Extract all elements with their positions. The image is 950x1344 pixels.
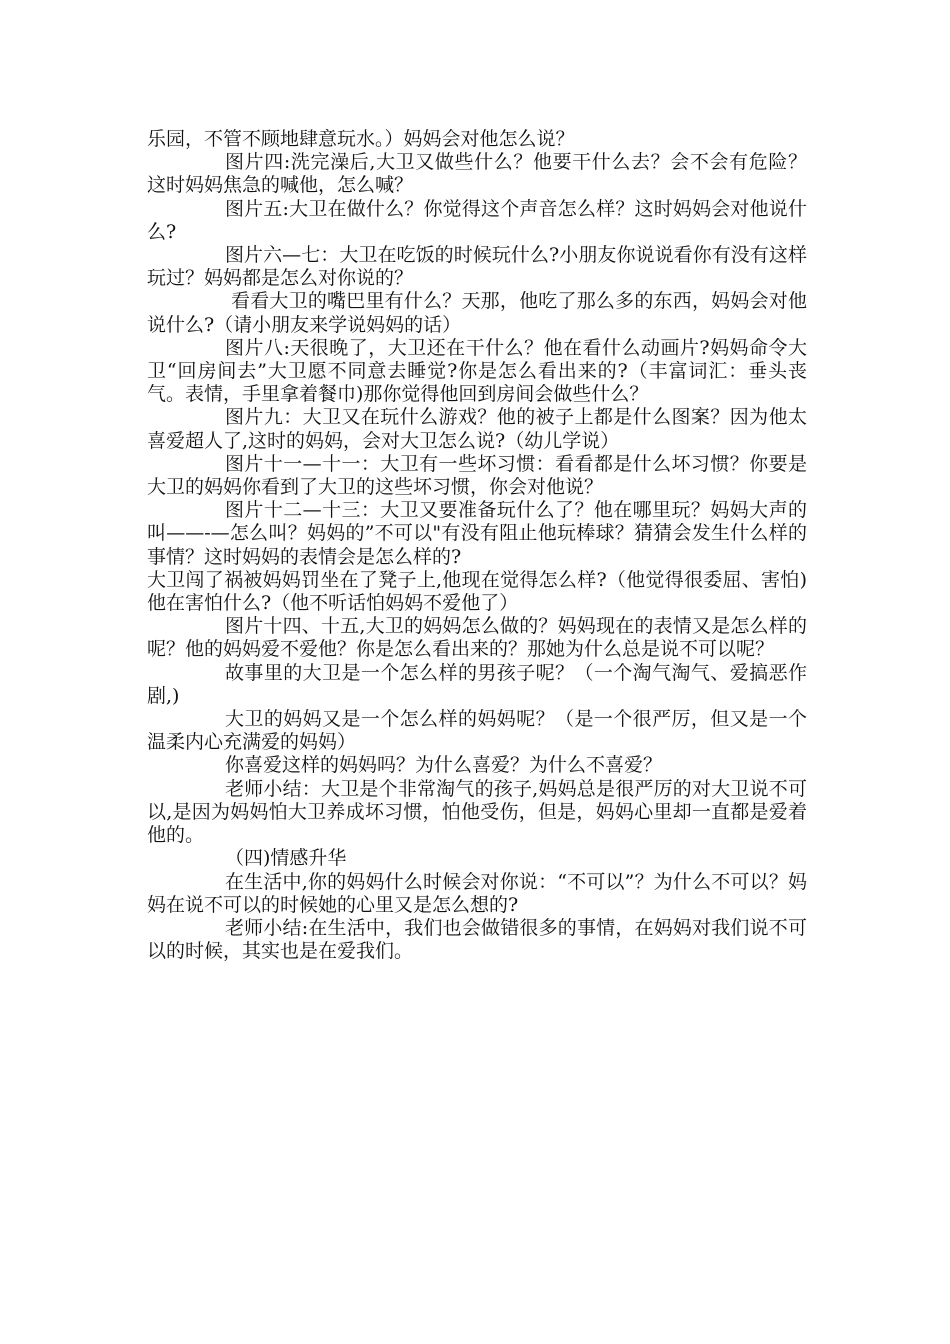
paragraph-picture-9: 图片九：大卫又在玩什么游戏？他的被子上都是什么图案？因为他太喜爱超人了,这时的妈妈，会对大卫怎么说?（幼儿学说） bbox=[147, 406, 807, 452]
paragraph-punishment: 大卫闯了祸被妈妈罚坐在了凳子上,他现在觉得怎么样?（他觉得很委屈、害怕)他在害怕什么?（他不听话怕妈妈不爱他了） bbox=[147, 568, 807, 615]
paragraph-in-life: 在生活中,你的妈妈什么时候会对你说：“不可以”？为什么不可以？妈妈在说不可以的时候她的心里又是怎么想的? bbox=[147, 870, 807, 916]
paragraph-intro-continuation: 乐园，不管不顾地肆意玩水。）妈妈会对他怎么说？ bbox=[147, 128, 575, 150]
paragraph-teacher-summary-2: 老师小结:在生活中，我们也会做错很多的事情，在妈妈对我们说不可以的时候，其实也是在爱我们。 bbox=[147, 916, 807, 963]
paragraph-do-you-like: 你喜爱这样的妈妈吗？为什么喜爱？为什么不喜爱？ bbox=[225, 754, 663, 777]
paragraph-picture-14-15: 图片十四、十五,大卫的妈妈怎么做的？妈妈现在的表情又是怎么样的呢？他的妈妈爱不爱他？你是怎么看出来的？那她为什么总是说不可以呢？ bbox=[147, 615, 807, 661]
paragraph-mother-character: 大卫的妈妈又是一个怎么样的妈妈呢？（是一个很严厉，但又是一个温柔内心充满爱的妈妈） bbox=[147, 708, 807, 754]
paragraph-picture-8: 图片八:天很晚了，大卫还在干什么？他在看什么动画片?妈妈命令大卫“回房间去”大卫愿不同意去睡觉?你是怎么看出来的?（丰富词汇：垂头丧气。表情，手里拿着餐巾)那你觉得他回到房间会做些什么？ bbox=[147, 336, 807, 406]
document-body bbox=[147, 128, 807, 963]
paragraph-teacher-summary-1: 老师小结：大卫是个非常淘气的孩子,妈妈总是很严厉的对大卫说不可以,是因为妈妈怕大卫养成坏习惯，怕他受伤，但是，妈妈心里却一直都是爱着他的。 bbox=[147, 777, 807, 847]
paragraph-picture-6-7: 图片六—七：大卫在吃饭的时候玩什么?小朋友你说说看你有没有这样玩过？妈妈都是怎么对你说的？ bbox=[147, 244, 807, 290]
paragraph-david-character: 故事里的大卫是一个怎么样的男孩子呢？（一个淘气淘气、爱搞恶作剧,) bbox=[147, 661, 807, 707]
section-heading-emotion: （四)情感升华 bbox=[225, 847, 347, 870]
paragraph-picture-5: 图片五:大卫在做什么？你觉得这个声音怎么样？这时妈妈会对他说什么? bbox=[147, 197, 807, 243]
paragraph-picture-12-13: 图片十二—十三：大卫又要准备玩什么了？他在哪里玩？妈妈大声的叫——-—怎么叫？妈妈的”不可以"有没有阻止他玩棒球？猜猜会发生什么样的事情？这时妈妈的表情会是怎么样的? bbox=[147, 499, 807, 568]
paragraph-mouth-question: 看看大卫的嘴巴里有什么？天那，他吃了那么多的东西，妈妈会对他说什么?（请小朋友来学说妈妈的话） bbox=[147, 290, 807, 336]
paragraph-picture-4: 图片四:洗完澡后,大卫又做些什么？他要干什么去？会不会有危险？这时妈妈焦急的喊他，怎么喊？ bbox=[147, 151, 807, 197]
paragraph-picture-11: 图片十一—十一：大卫有一些坏习惯：看看都是什么坏习惯？你要是大卫的妈妈你看到了大卫的这些坏习惯，你会对他说？ bbox=[147, 452, 807, 499]
